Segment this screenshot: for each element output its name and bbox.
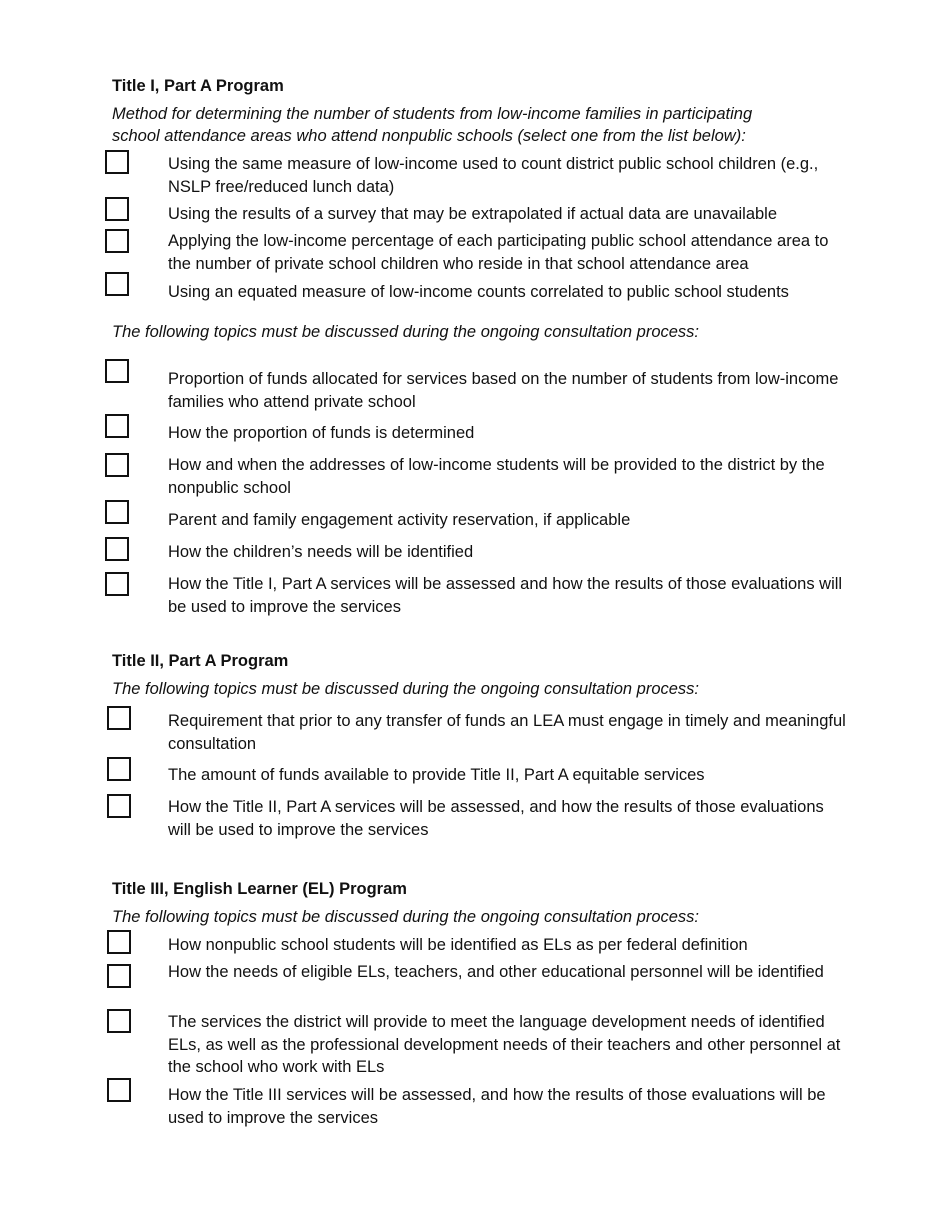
- title3-topic-checkbox-4[interactable]: [107, 1078, 131, 1102]
- title2-topic-checkbox-2[interactable]: [107, 757, 131, 781]
- title2-topic-3: How the Title II, Part A services will be assessed, and how the results of those evaluations will be used to improve the services: [168, 798, 824, 839]
- title3-topic-checkbox-3[interactable]: [107, 1009, 131, 1033]
- title1-method-option-4: Using an equated measure of low-income counts correlated to public school students: [168, 283, 789, 301]
- title2-topics-intro: The following topics must be discussed during the ongoing consultation process:: [112, 680, 700, 698]
- title1-method-checkbox-2[interactable]: [105, 197, 129, 221]
- title1-topic-5: How the children’s needs will be identified: [168, 543, 474, 561]
- title1-method-option-2: Using the results of a survey that may be extrapolated if actual data are unavailable: [168, 205, 778, 223]
- title1-method-checkbox-3[interactable]: [105, 229, 129, 253]
- title1-method-line1: Method for determining the number of students from low-income families in participating: [112, 105, 753, 123]
- title1-method-option-1: Using the same measure of low-income used to count district public school children (e.g., NSLP free/reduced lunch data): [168, 155, 819, 196]
- title3-topic-3: The services the district will provide to meet the language development needs of identified ELs, as well as the professional development needs of their teachers and other personnel at the school who work with ELs: [168, 1013, 841, 1076]
- title1-topic-checkbox-2[interactable]: [105, 414, 129, 438]
- title1-method-line2: school attendance areas who attend nonpublic schools (select one from the list below):: [112, 127, 746, 145]
- title1-topic-checkbox-6[interactable]: [105, 572, 129, 596]
- title2-topic-1: Requirement that prior to any transfer of funds an LEA must engage in timely and meaningful consultation: [168, 712, 846, 753]
- title2-topic-checkbox-1[interactable]: [107, 706, 131, 730]
- title1-topic-6: How the Title I, Part A services will be assessed and how the results of those evaluations will be used to improve the services: [168, 575, 843, 616]
- title1-topic-2: How the proportion of funds is determined: [168, 424, 475, 442]
- title3-topic-checkbox-2[interactable]: [107, 964, 131, 988]
- title1-method-checkbox-4[interactable]: [105, 272, 129, 296]
- title1-method-option-3: Applying the low-income percentage of each participating public school attendance area to the number of private school children who reside in that school attendance area: [168, 232, 829, 273]
- title1-topic-1: Proportion of funds allocated for services based on the number of students from low-income families who attend private school: [168, 370, 839, 411]
- title3-topics-intro: The following topics must be discussed during the ongoing consultation process:: [112, 908, 700, 926]
- title1-topic-checkbox-5[interactable]: [105, 537, 129, 561]
- title1-method-checkbox-1[interactable]: [105, 150, 129, 174]
- title3-topic-2: How the needs of eligible ELs, teachers, and other educational personnel will be identified: [168, 963, 824, 981]
- title3-heading: Title III, English Learner (EL) Program: [112, 880, 407, 898]
- title3-topic-1: How nonpublic school students will be identified as ELs as per federal definition: [168, 936, 748, 954]
- title3-topic-checkbox-1[interactable]: [107, 930, 131, 954]
- title1-topic-3: How and when the addresses of low-income students will be provided to the district by the nonpublic school: [168, 456, 825, 497]
- title1-topic-checkbox-4[interactable]: [105, 500, 129, 524]
- title2-topic-2: The amount of funds available to provide Title II, Part A equitable services: [168, 766, 705, 784]
- title2-topic-checkbox-3[interactable]: [107, 794, 131, 818]
- title1-topic-checkbox-1[interactable]: [105, 359, 129, 383]
- title1-topics-intro: The following topics must be discussed during the ongoing consultation process:: [112, 323, 700, 341]
- title2-heading: Title II, Part A Program: [112, 652, 289, 670]
- title1-topic-checkbox-3[interactable]: [105, 453, 129, 477]
- title1-topic-4: Parent and family engagement activity reservation, if applicable: [168, 511, 631, 529]
- title1-heading: Title I, Part A Program: [112, 77, 284, 95]
- title3-topic-4: How the Title III services will be assessed, and how the results of those evaluations will be used to improve the services: [168, 1086, 826, 1127]
